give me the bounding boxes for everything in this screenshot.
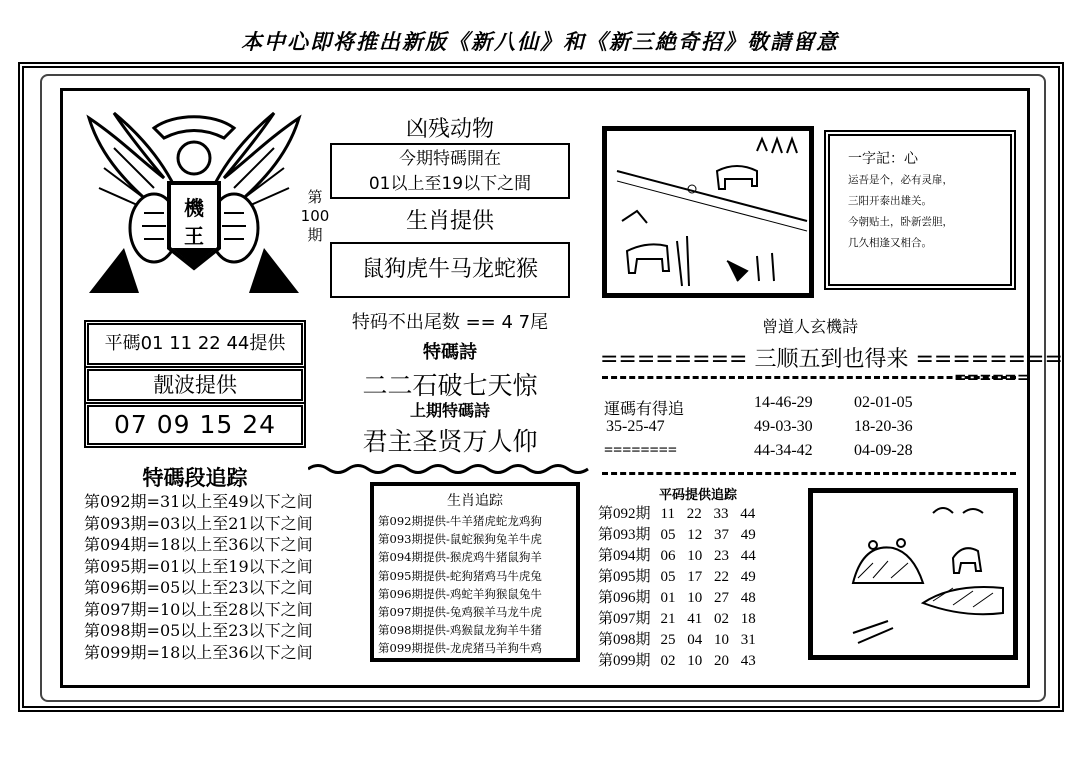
ping-num: 06	[660, 548, 676, 564]
lucky-cell: 18-20-36	[854, 418, 913, 435]
animal-title: 凶残动物	[405, 117, 494, 142]
zodiac-track-row: 第095期提供-蛇狗猪鸡马牛虎兔	[378, 568, 542, 583]
ping-num: 27	[714, 590, 730, 606]
ping-num: 10	[714, 632, 730, 648]
tracking-row: 第095期=01以上至19以下之间	[84, 556, 313, 576]
dash-tail: ======	[954, 368, 1030, 386]
ping-track-nums	[661, 653, 756, 669]
ping-num: 41	[687, 611, 703, 627]
lucky-cell: 14-46-29	[754, 394, 813, 411]
ping-track-issue: 第095期	[598, 569, 651, 585]
liang-bo-title-box	[84, 366, 306, 404]
ping-track-row	[598, 523, 756, 544]
issue-number: 100	[300, 207, 330, 225]
lucky-cell: 04-09-28	[854, 442, 913, 459]
ping-track-row	[598, 544, 756, 565]
lucky-cell: 49-03-30	[754, 418, 813, 435]
ping-track-row	[598, 565, 756, 586]
lucky-cell: 35-25-47	[606, 418, 665, 435]
tracking-title: 特碼段追踪	[142, 466, 248, 490]
goat-landscape-sketch-icon	[813, 493, 1013, 655]
ping-track-issue: 第096期	[598, 590, 651, 606]
ping-num: 25	[660, 632, 676, 648]
zodiac-track-row: 第093期提供-鼠蛇猴狗兔羊牛虎	[378, 532, 542, 547]
ping-num: 20	[714, 653, 730, 669]
zodiac-track-row: 第098期提供-鸡猴鼠龙狗羊牛猪	[378, 623, 542, 638]
lucky-table	[604, 394, 1024, 464]
tracking-row: 第099期=18以上至36以下之间	[84, 642, 313, 662]
dash-divider-2	[602, 472, 1016, 475]
tracking-row: 第097期=10以上至28以下之间	[84, 599, 313, 619]
word-note-line: 三阳开泰出雄关。	[848, 195, 932, 207]
ping-track-issue: 第094期	[598, 548, 651, 564]
ping-track-nums	[661, 569, 756, 585]
zodiac-box	[330, 242, 570, 298]
last-poem-title: 上期特碼詩	[409, 401, 490, 420]
poem-title: 特碼詩	[423, 342, 477, 363]
ping-track-row	[598, 586, 756, 607]
zodiac-track-box	[370, 482, 580, 662]
tracking-row: 第098期=05以上至23以下之间	[84, 621, 313, 640]
big-line: ======== 三顺五到也得来 ========	[600, 347, 1063, 372]
poem-line: 二二石破七天惊	[362, 371, 538, 400]
tracking-row: 第092期=31以上至49以下之间	[84, 492, 313, 511]
ping-num: 10	[687, 548, 703, 564]
ping-num: 37	[714, 527, 730, 543]
ping-num: 12	[687, 527, 703, 543]
tail-text: 特码不出尾数 == 4 7尾	[351, 312, 549, 333]
liang-bo-numbers-box	[84, 402, 306, 448]
word-note-line: 今朝贴土，卧新尝胆，	[848, 216, 953, 228]
ping-track-nums	[661, 632, 756, 648]
lucky-label: 運碼有得追	[604, 401, 685, 418]
zodiac-track-title: 生肖追踪	[447, 493, 503, 509]
emblem-badge-text: 機	[184, 196, 204, 220]
lucky-cell: 02-01-05	[854, 394, 913, 411]
ping-num: 05	[660, 569, 676, 585]
ping-track-nums	[661, 611, 756, 627]
ping-track-nums	[661, 590, 756, 606]
tracking-row: 第096期=05以上至23以下之间	[84, 578, 313, 597]
winged-emblem	[84, 108, 304, 300]
lucky-cell: 44-34-42	[754, 442, 813, 459]
ping-num: 17	[687, 569, 703, 585]
ping-ma-box	[84, 320, 306, 368]
ornament-icon	[308, 462, 590, 476]
word-note-line: 运吾是个，必有灵扉，	[848, 174, 953, 186]
header-notice: 本中心即将推出新版《新八仙》和《新三絶奇招》敬請留意	[241, 29, 839, 54]
ping-track-nums	[661, 506, 756, 522]
ping-num: 31	[740, 632, 756, 648]
ping-num: 10	[687, 590, 703, 606]
ping-ma-text: 平碼01 11 22 44提供	[104, 333, 286, 354]
tracking-row: 第094期=18以上至36以下之间	[84, 535, 313, 554]
ping-num: 22	[686, 506, 702, 522]
ping-track-issue: 第093期	[598, 527, 651, 543]
ping-num: 49	[740, 527, 756, 543]
tracking-row: 第093期=03以上至21以下之间	[84, 513, 313, 533]
ping-track-issue: 第098期	[598, 632, 651, 648]
last-poem-line: 君主圣贤万人仰	[362, 427, 538, 456]
word-note-line: 几久相逢又相合。	[848, 237, 932, 249]
word-note-title: 一字記：心	[848, 151, 918, 167]
ping-track-issue: 第097期	[598, 611, 651, 627]
ping-track-issue: 第092期	[598, 506, 651, 522]
zodiac-list: 鼠狗虎牛马龙蛇猴	[361, 257, 538, 282]
ping-num: 49	[740, 569, 756, 585]
zodiac-track-row: 第099期提供-龙虎猪马羊狗牛鸡	[378, 641, 542, 656]
ping-track-title: 平码提供追踪	[658, 488, 737, 503]
word-note-card	[824, 130, 1016, 290]
lucky-cell: ========	[604, 442, 677, 459]
ornament-strip	[308, 462, 590, 476]
ping-track-nums	[661, 527, 756, 543]
ping-track-issue: 第099期	[598, 653, 651, 669]
ping-track-row	[598, 607, 756, 628]
ping-num: 48	[740, 590, 756, 606]
range-box	[330, 143, 570, 199]
tiger-dog-sketch-icon	[607, 131, 809, 293]
zodiac-track-row: 第096期提供-鸡蛇羊狗猴鼠兔牛	[378, 586, 542, 601]
ping-num: 18	[740, 611, 756, 627]
ping-num: 10	[687, 653, 703, 669]
liang-bo-title: 靓波提供	[153, 373, 237, 397]
ping-num: 05	[660, 527, 676, 543]
ping-num: 02	[660, 653, 676, 669]
zodiac-track-row: 第097期提供-兔鸡猴羊马龙牛虎	[378, 605, 542, 620]
ping-num: 44	[740, 548, 756, 564]
range-line-2: 01以上至19以下之間	[368, 174, 532, 194]
animal-sketch-frame	[602, 126, 814, 298]
emblem-king-text: 王	[184, 224, 204, 248]
ping-track-row	[598, 649, 756, 670]
range-line-1: 今期特碼開在	[399, 149, 501, 169]
liang-bo-numbers: 07 09 15 24	[113, 410, 277, 439]
word-note-lines	[848, 170, 1002, 254]
issue-prefix: 第	[307, 188, 323, 206]
ping-track-row	[598, 502, 755, 523]
ping-num: 43	[740, 653, 756, 669]
zodiac-title: 生肖提供	[405, 209, 494, 234]
goat-sketch-frame	[808, 488, 1018, 660]
ping-num: 04	[687, 632, 703, 648]
ping-num: 22	[714, 569, 730, 585]
ping-num: 23	[714, 548, 730, 564]
zodiac-track-list	[378, 512, 580, 658]
ping-num: 33	[713, 506, 729, 522]
ping-num: 44	[740, 506, 756, 522]
ping-track-row	[598, 628, 756, 649]
zodiac-track-row: 第094期提供-猴虎鸡牛猪鼠狗羊	[378, 550, 542, 565]
issue-label	[298, 188, 332, 245]
issue-suffix: 期	[307, 226, 323, 244]
ping-num: 01	[660, 590, 676, 606]
ping-num: 21	[660, 611, 676, 627]
ping-num: 02	[714, 611, 730, 627]
poem-header: 曾道人玄機詩	[761, 317, 858, 336]
zodiac-track-row: 第092期提供-牛羊猪虎蛇龙鸡狗	[378, 514, 542, 528]
ping-num: 11	[660, 506, 675, 522]
ping-track-nums	[661, 548, 756, 564]
